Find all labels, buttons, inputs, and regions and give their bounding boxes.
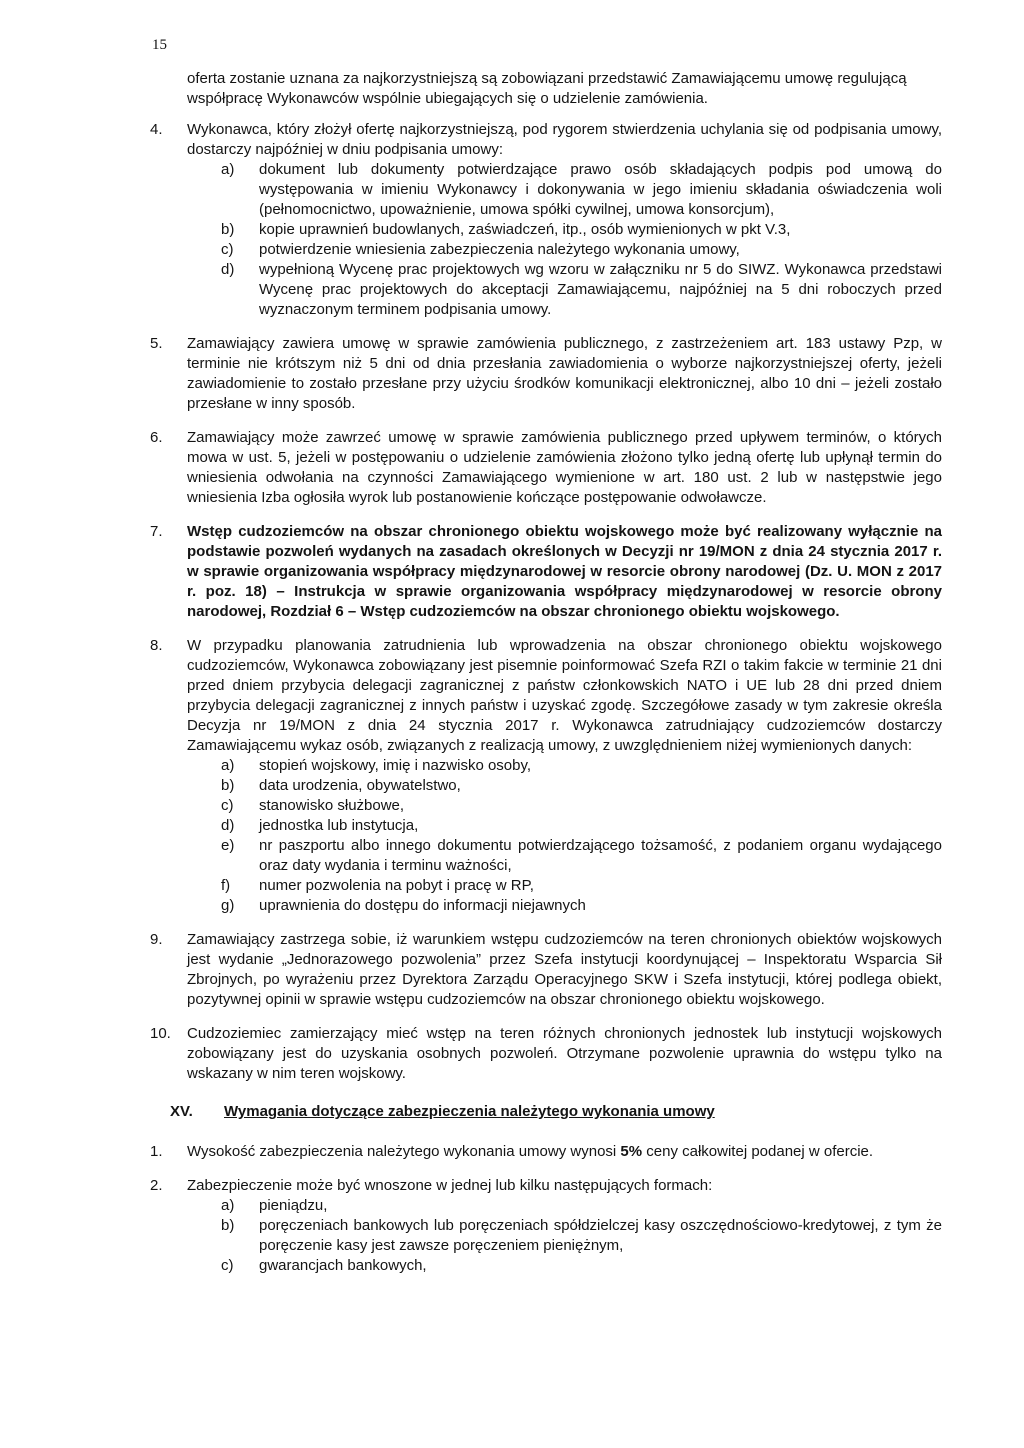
sub-letter: b)	[221, 221, 235, 238]
item-number: 10.	[150, 1025, 171, 1042]
list-item-6	[150, 428, 942, 508]
list-item-10	[150, 1024, 942, 1084]
sub-text: nr paszportu albo innego dokumentu potwierdzającego tożsamość, z podaniem organu wydającego oraz daty wydania i terminu ważności,	[259, 837, 942, 874]
percentage-value: 5%	[620, 1143, 643, 1160]
sub-item-a	[187, 160, 942, 220]
item-text: Zamawiający może zawrzeć umowę w sprawie zamówienia publicznego przed upływem terminów, o których mowa w ust. 5, jeżeli w postępowaniu o udzielenie zamówienia złożono tylko jedną ofertę lub upłynął termin do wniesienia odwołania na czynności Zamawiającego wymienione w art. 180 ust. 2 lub w następstwie jego wniesienia Izba ogłosiła wyrok lub postanowienie kończące postępowanie odwoławcze.	[187, 429, 942, 506]
item-text: Zamawiający zawiera umowę w sprawie zamówienia publicznego, z zastrzeżeniem art. 183 ustawy Pzp, w terminie nie krótszym niż 5 dni od dnia przesłania zawiadomienia o wyborze najkorzystniejszej oferty, jeżeli zawiadomienie to zostało przesłane przy użyciu środków komunikacji elektronicznej, albo 10 dni – jeżeli zostało przesłane w inny sposób.	[187, 335, 942, 412]
sub-text: potwierdzenie wniesienia zabezpieczenia należytego wykonania umowy,	[259, 241, 740, 258]
sub-letter: e)	[221, 837, 235, 854]
sub-text: stanowisko służbowe,	[259, 797, 405, 814]
sub-letter: a)	[221, 161, 235, 178]
sub-item-g	[187, 896, 942, 916]
sub-item-c	[187, 796, 942, 816]
item-text: Zabezpieczenie może być wnoszone w jednej lub kilku następujących formach:	[187, 1177, 713, 1194]
sub-item-e	[187, 836, 942, 876]
item-number: 1.	[150, 1143, 163, 1160]
item-text: Zamawiający zastrzega sobie, iż warunkiem wstępu cudzoziemców na teren chronionych obiektów wojskowych jest wydanie „Jednorazowego pozwolenia” przez Szefa instytucji koordynującej – Inspektoratu Wsparcia Sił Zbrojnych, po wyrażeniu przez Dyrektora Zarządu Operacyjnego SKW i Szefa instytucji, której podlega obiekt, pozytywnej opinii w sprawie wstępu cudzoziemców na obszar chronionego obiektu wojskowego.	[187, 931, 942, 1008]
sub-item-d	[187, 260, 942, 320]
sub-item-b	[187, 776, 942, 796]
sub-item-c	[187, 240, 942, 260]
sub-text: stopień wojskowy, imię i nazwisko osoby,	[259, 757, 532, 774]
sub-text: data urodzenia, obywatelstwo,	[259, 777, 461, 794]
sub-text: poręczeniach bankowych lub poręczeniach spółdzielczej kasy oszczędnościowo-kredytowej, z tym że poręczenie kasy jest zawsze poręczeniem pieniężnym,	[259, 1217, 942, 1254]
item-text-end: ceny całkowitej podanej w ofercie.	[642, 1143, 874, 1160]
item-text: Cudzoziemiec zamierzający mieć wstęp na teren różnych chronionych jednostek lub instytucji wojskowych zobowiązany jest do uzyskania osobnych pozwoleń. Otrzymane pozwolenie uprawnia do wstępu tylko na wskazany w nim teren wojskowy.	[187, 1025, 942, 1082]
sub-letter: c)	[221, 1257, 234, 1274]
intro-paragraph: oferta zostanie uznana za najkorzystniejszą są zobowiązani przedstawić Zamawiającemu umowę regulującą współpracę Wykonawców wspólnie ubiegających się o udzielenie zamówienia.	[187, 70, 907, 107]
item-number: 8.	[150, 637, 163, 654]
item-number: 7.	[150, 523, 163, 540]
sub-letter: d)	[221, 817, 235, 834]
sub-letter: f)	[221, 877, 231, 894]
item-text-start: Wysokość zabezpieczenia należytego wykonania umowy wynosi	[187, 1143, 621, 1160]
list-item-9	[150, 930, 942, 1010]
sub-text: numer pozwolenia na pobyt i pracę w RP,	[259, 877, 534, 894]
sub-letter: c)	[221, 797, 234, 814]
sub-letter: a)	[221, 757, 235, 774]
sub-letter: c)	[221, 241, 234, 258]
item-number: 2.	[150, 1177, 163, 1194]
sub-letter: b)	[221, 777, 235, 794]
section-list-item-2	[150, 1176, 942, 1276]
list-item-4	[150, 120, 942, 320]
sublist	[187, 1196, 942, 1276]
section-number: XV.	[170, 1103, 193, 1120]
sub-text: wypełnioną Wycenę prac projektowych wg wzoru w załączniku nr 5 do SIWZ. Wykonawca przedstawi Wycenę prac projektowych do akceptacji Zamawiającemu, najpóźniej na 5 dni roboczych przed wyznaczonym terminem podpisania umowy.	[259, 261, 942, 318]
sub-text: dokument lub dokumenty potwierdzające prawo osób składających podpis pod umową do występowania w imieniu Wykonawcy i dokonywania w jego imieniu składania oświadczenia woli (pełnomocnictwo, upoważnienie, umowa spółki cywilnej, umowa konsorcjum),	[259, 161, 942, 218]
item-number: 9.	[150, 931, 163, 948]
sub-item-f	[187, 876, 942, 896]
sub-item-d	[187, 816, 942, 836]
section-list-item-1	[150, 1142, 942, 1162]
sub-letter: g)	[221, 897, 235, 914]
sub-item-b	[187, 1216, 942, 1256]
item-text: W przypadku planowania zatrudnienia lub wprowadzenia na obszar chronionego obiektu wojskowego cudzoziemców, Wykonawca zobowiązany jest pisemnie poinformować Szefa RZI o takim fakcie w terminie 21 dni przed dniem przybycia delegacji zagranicznej z państw członkowskich NATO i UE lub 28 dni przed dniem przybycia delegacji zagranicznej z innych państw i uzyskać zgodę. Szczegółowe zasady w tym zakresie określa Decyzja nr 19/MON z dnia 24 stycznia 2017 r. Wykonawca zatrudniający cudzoziemców dostarczy Zamawiającemu wykaz osób, związanych z realizacją umowy, z uwzględnieniem niżej wymienionych danych:	[187, 637, 942, 754]
section-heading	[150, 1102, 942, 1122]
item-number: 6.	[150, 429, 163, 446]
item-text: Wykonawca, który złożył ofertę najkorzystniejszą, pod rygorem stwierdzenia uchylania się od podpisania umowy, dostarczy najpóźniej w dniu podpisania umowy:	[187, 121, 942, 158]
item-number: 4.	[150, 121, 163, 138]
section-title: Wymagania dotyczące zabezpieczenia należytego wykonania umowy	[224, 1103, 715, 1120]
sub-text: kopie uprawnień budowlanych, zaświadczeń, itp., osób wymienionych w pkt V.3,	[259, 221, 791, 238]
sub-text: uprawnienia do dostępu do informacji niejawnych	[259, 897, 586, 914]
sub-letter: b)	[221, 1217, 235, 1234]
sub-item-a	[187, 1196, 942, 1216]
sub-letter: a)	[221, 1197, 235, 1214]
item-number: 5.	[150, 335, 163, 352]
document-body	[150, 69, 942, 1290]
sub-text: gwarancjach bankowych,	[259, 1257, 427, 1274]
sub-letter: d)	[221, 261, 235, 278]
sub-item-a	[187, 756, 942, 776]
sub-text: pieniądzu,	[259, 1197, 328, 1214]
sublist	[187, 160, 942, 320]
sub-text: jednostka lub instytucja,	[259, 817, 419, 834]
item-text-bold: Wstęp cudzoziemców na obszar chronionego obiektu wojskowego może być realizowany wyłącznie na podstawie pozwoleń wydanych na zasadach określonych w Decyzji nr 19/MON z dnia 24 stycznia 2017 r. w sprawie organizowania współpracy międzynarodowej w resorcie obrony narodowej (Dz. U. MON z 2017 r. poz. 18) – Instrukcja w sprawie organizowania współpracy międzynarodowej w resorcie obrony narodowej, Rozdział 6 – Wstęp cudzoziemców na obszar chronionego obiektu wojskowego.	[187, 523, 942, 620]
sub-item-b	[187, 220, 942, 240]
list-item-5	[150, 334, 942, 414]
sub-item-c	[187, 1256, 942, 1276]
page-number: 15	[152, 37, 167, 53]
sublist	[187, 756, 942, 916]
item-text	[187, 1142, 942, 1162]
list-item-7	[150, 522, 942, 622]
list-item-8	[150, 636, 942, 916]
